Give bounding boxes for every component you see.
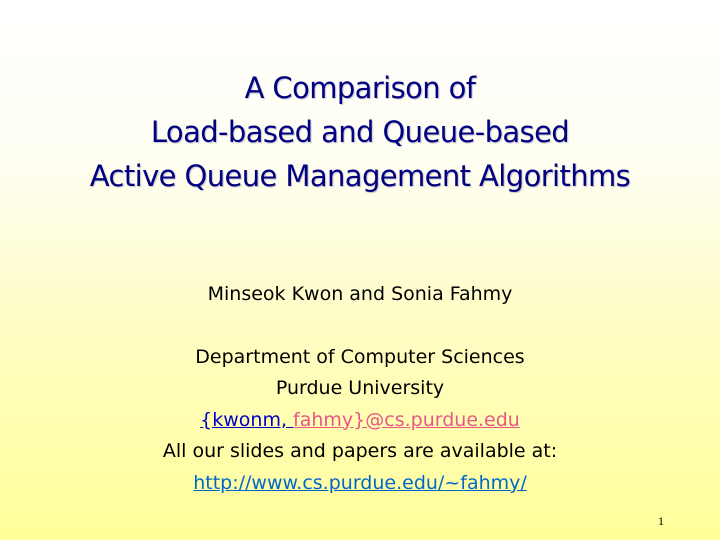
- email-link-kwonm[interactable]: {kwonm,: [200, 408, 294, 431]
- availability-text: All our slides and papers are available at:: [162, 440, 558, 462]
- slide-body: [0, 279, 720, 499]
- page-number: 1: [658, 514, 664, 528]
- spacer: [0, 311, 720, 342]
- authors: Minseok Kwon and Sonia Fahmy: [207, 283, 513, 305]
- title-line-2: Load-based and Queue-based: [150, 115, 570, 149]
- title-line-3: Active Queue Management Algorithms: [89, 159, 631, 193]
- slide-title: [0, 66, 720, 198]
- email-line: [0, 405, 720, 437]
- department: Department of Computer Sciences: [195, 345, 525, 368]
- university: Purdue University: [275, 377, 445, 399]
- title-line-1: A Comparison of: [244, 71, 476, 105]
- email-link-fahmy[interactable]: fahmy}@cs.purdue.edu: [293, 408, 520, 431]
- homepage-link[interactable]: http://www.cs.purdue.edu/~fahmy/: [193, 471, 527, 494]
